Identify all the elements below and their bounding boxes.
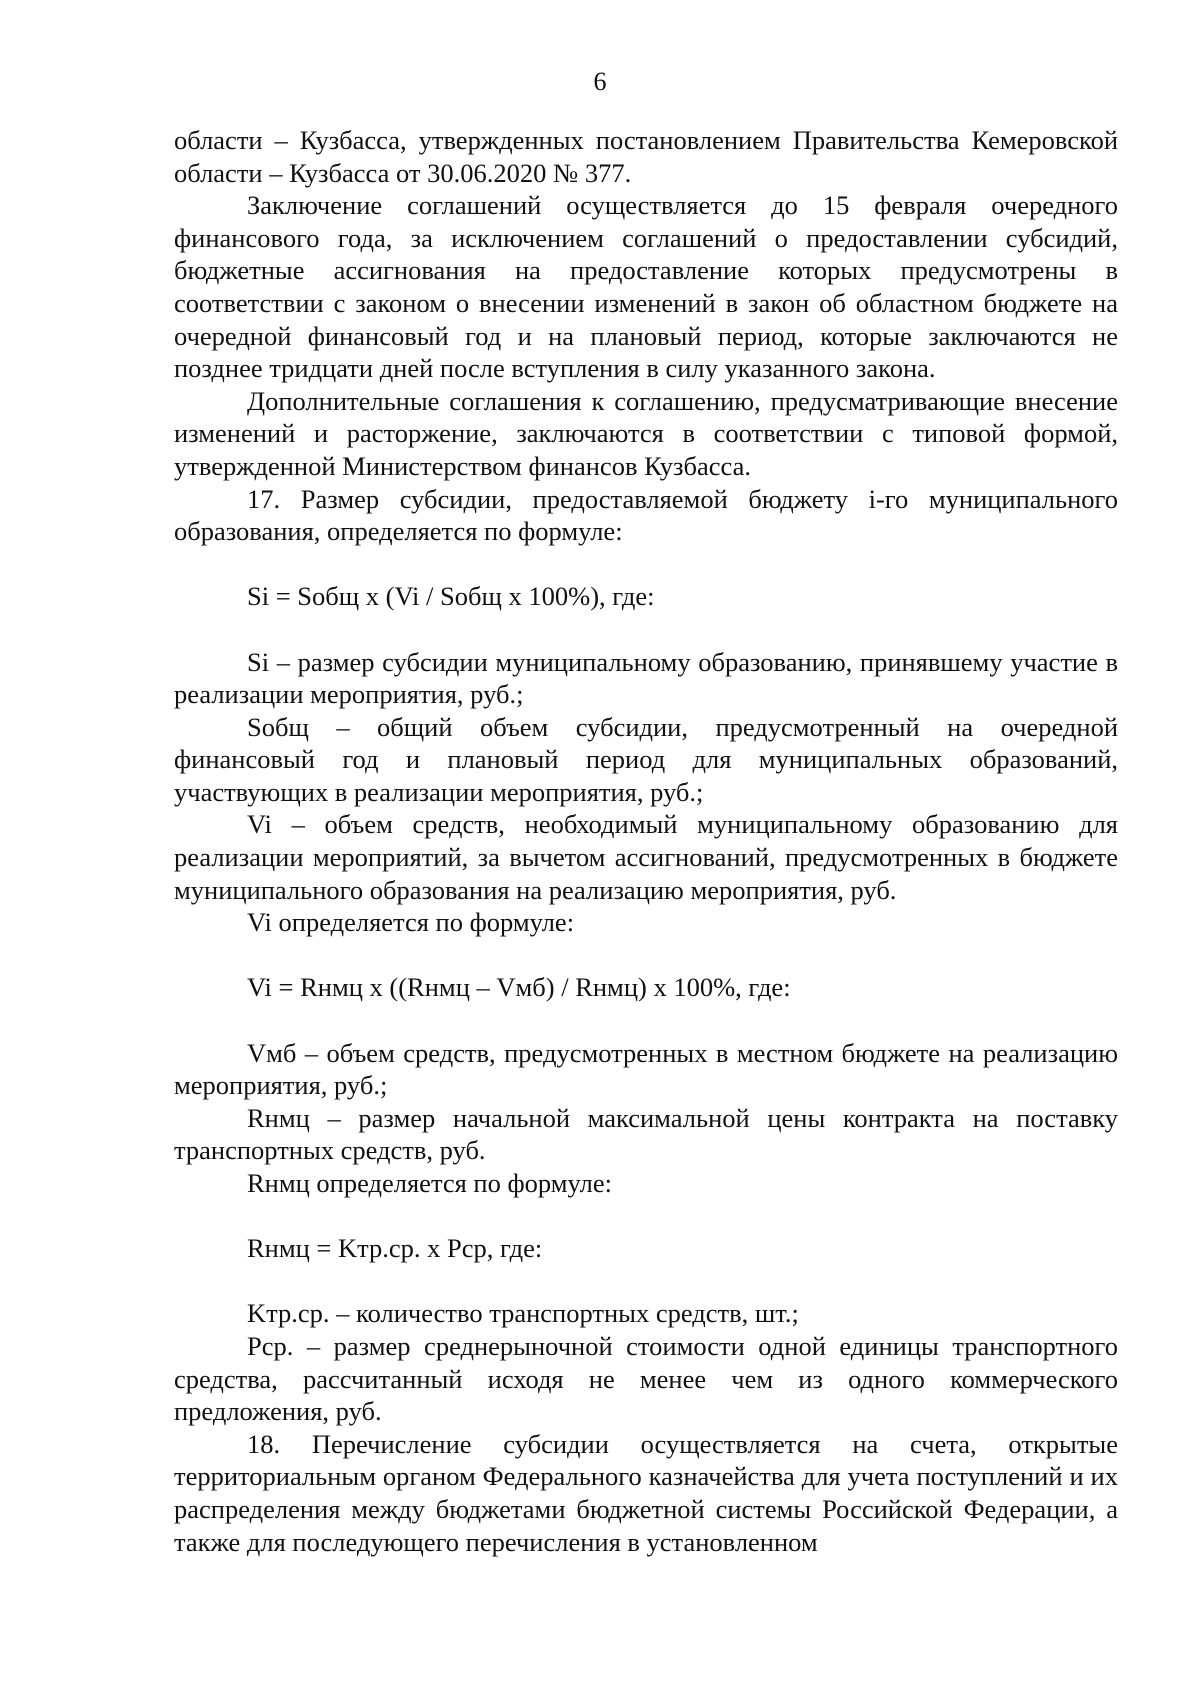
vi-formula-intro: Vi определяется по формуле: — [247, 907, 575, 938]
paragraph-agreements-deadline: Заключение соглашений осуществляется до 15 февраля очередного финансового года, за исключением соглашений о предоставлении субсидий, бюджетные ассигнования на предоставление которых предусмотрены в соответствии с законом о внесении изменений в закон об областном бюджете на очередной финансовый год и на плановый период, которые заключаются не позднее тридцати дней после вступления в силу указанного закона. — [174, 190, 1118, 384]
definition-si: Si – размер субсидии муниципальному образованию, принявшему участие в реализации мероприятия, руб.; — [174, 646, 1118, 710]
page-number: 6 — [593, 67, 607, 96]
formula-rnmc: Rнмц = Kтр.ср. x Pср, где: — [247, 1233, 543, 1264]
definition-sobsh: Sобщ – общий объем субсидии, предусмотренный на очередной финансовый год и плановый период для муниципальных образований, участвующих в реализации мероприятия, руб.; — [174, 711, 1118, 807]
formula-si: Si = Sобщ x (Vi / Sобщ x 100%), где: — [247, 581, 655, 612]
paragraph-17-subsidy-size: 17. Размер субсидии, предоставляемой бюджету i-го муниципального образования, определяется по формуле: — [174, 483, 1118, 547]
definition-vi: Vi – объем средств, необходимый муниципальному образованию для реализации мероприятий, за вычетом ассигнований, предусмотренных в бюджете муниципального образования на реализацию мероприятия, руб. — [174, 809, 1118, 905]
definition-vmb: Vмб – объем средств, предусмотренных в местном бюджете на реализацию мероприятия, руб.; — [174, 1037, 1118, 1101]
paragraph-18-transfer: 18. Перечисление субсидии осуществляется на счета, открытые территориальным органом Федерального казначейства для учета поступлений и их распределения между бюджетами бюджетной системы Российской Федерации, а также для последующего перечисления в установленном — [174, 1428, 1118, 1557]
rnmc-formula-intro: Rнмц определяется по формуле: — [247, 1168, 612, 1198]
definition-rnmc: Rнмц – размер начальной максимальной цены контракта на поставку транспортных средств, руб. — [174, 1102, 1118, 1166]
definition-pcr: Pср. – размер среднерыночной стоимости одной единицы транспортного средства, рассчитанный исходя не менее чем из одного коммерческого предложения, руб. — [174, 1330, 1118, 1427]
definition-ktr: Kтр.ср. – количество транспортных средств, шт.; — [247, 1298, 799, 1329]
paragraph-additional-agreements: Дополнительные соглашения к соглашению, предусматривающие внесение изменений и расторжение, заключаются в соответствии с типовой формой, утвержденной Министерством финансов Кузбасса. — [174, 385, 1118, 481]
document-body — [174, 124, 1118, 1558]
formula-vi: Vi = Rнмц x ((Rнмц – Vмб) / Rнмц) x 100%, где: — [247, 972, 791, 1003]
paragraph-continuation: области – Кузбасса, утвержденных постановлением Правительства Кемеровской области – Кузбасса от 30.06.2020 № 377. — [174, 125, 1118, 188]
